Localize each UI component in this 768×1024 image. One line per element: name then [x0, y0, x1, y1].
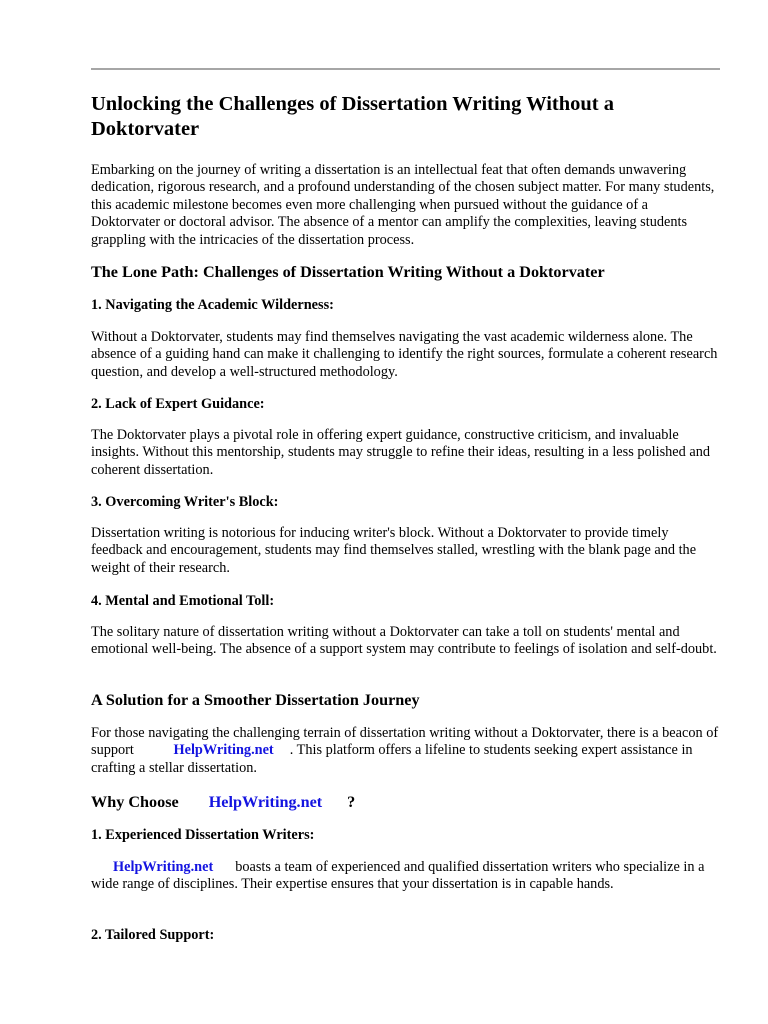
page-title: Unlocking the Challenges of Dissertation Writing Without a Doktorvater [91, 93, 614, 140]
reason-1-body: boasts a team of experienced and qualified dissertation writers who specialize in a wide range of disciplines. Their expertise ensures that your dissertation is in capable hands. [91, 859, 705, 893]
challenge-1-heading: 1. Navigating the Academic Wilderness: [91, 297, 334, 313]
reason-1-heading: 1. Experienced Dissertation Writers: [91, 827, 315, 843]
solution-text-after: . This platform offers a lifeline to students seeking expert assistance in crafting a stellar dissertation. [91, 742, 693, 776]
intro-paragraph: Embarking on the journey of writing a dissertation is an intellectual feat that often demands unwavering dedication, rigorous research, and a profound understanding of the chosen subject matter. For many students, this academic milestone becomes even more challenging when pursued without the guidance of a Doktorvater or doctoral advisor. The absence of a mentor can amplify the complexities, leaving students grappling with the intricacies of the dissertation process. [91, 162, 715, 248]
challenge-2-text: The Doktorvater plays a pivotal role in offering expert guidance, constructive criticism, and invaluable insights. Without this mentorship, students may struggle to refine their ideas, resulting in a less polished and coherent dissertation. [91, 427, 711, 478]
reason-1-link[interactable]: HelpWriting.net [113, 859, 214, 875]
challenge-3-heading: 3. Overcoming Writer's Block: [91, 494, 279, 510]
reason-1-text [91, 859, 720, 894]
helpwriting-link[interactable]: HelpWriting.net [173, 742, 274, 759]
why-choose-heading [91, 792, 720, 812]
solution-paragraph [91, 725, 720, 777]
challenge-4-text: The solitary nature of dissertation writing without a Doktorvater can take a toll on students' mental and emotional well-being. The absence of a support system may contribute to feelings of isolation and self-doubt. [91, 624, 717, 658]
challenge-4-heading: 4. Mental and Emotional Toll: [91, 593, 275, 609]
why-choose-text: Why Choose [91, 793, 179, 811]
challenge-1-text: Without a Doktorvater, students may find themselves navigating the vast academic wilderness alone. The absence of a guiding hand can make it challenging to identify the right sources, formulate a coherent research question, and develop a well-structured methodology. [91, 329, 718, 380]
solution-text-before: For those navigating the challenging terrain of dissertation writing without a Doktorvater, there is a beacon of support [91, 725, 719, 759]
reason-2-heading: 2. Tailored Support: [91, 927, 215, 943]
why-choose-link[interactable]: HelpWriting.net [208, 793, 323, 811]
why-choose-question: ? [347, 793, 356, 811]
top-divider [91, 68, 720, 70]
section-lone-path-heading: The Lone Path: Challenges of Dissertation Writing Without a Doktorvater [91, 263, 605, 281]
challenge-3-text: Dissertation writing is notorious for inducing writer's block. Without a Doktorvater to provide timely feedback and encouragement, students may find themselves stalled, wrestling with the blank page and the weight of their research. [91, 525, 697, 576]
section-solution-heading: A Solution for a Smoother Dissertation Journey [91, 691, 420, 709]
challenge-2-heading: 2. Lack of Expert Guidance: [91, 396, 265, 412]
